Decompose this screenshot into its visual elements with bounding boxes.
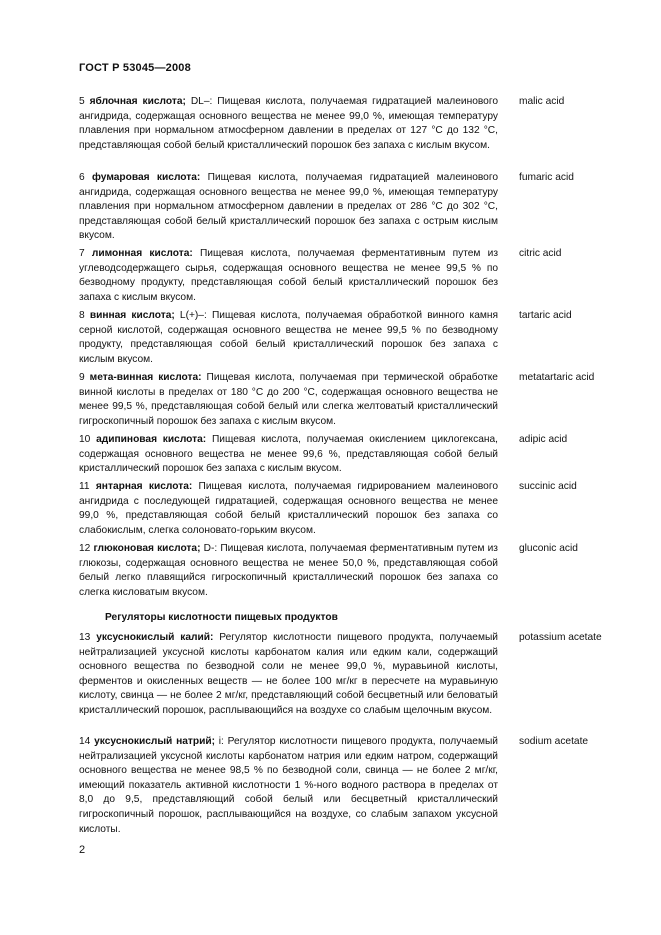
english-equivalent: tartaric acid [519,310,572,321]
term: фумаровая кислота: [92,172,201,183]
term: уксуснокислый натрий; [94,736,216,747]
definition-entry [79,542,595,600]
english-equivalent: gluconic acid [519,543,578,554]
term: адипиновая кислота: [96,434,207,445]
term: лимонная кислота: [91,248,193,259]
definition-entry [79,631,602,719]
definition-text: 12 глюконовая кислота; D-: Пищевая кислота, получаемая ферментативным путем из глюкозы, содержащая основного вещества не менее 50,0 %, представляющая собой белый легко плавящийся гигроскопичный кристаллический порошок без запаха со слегка кисловатым вкусом. [79,543,498,598]
definition-text: 8 винная кислота; L(+)–: Пищевая кислота, получаемая обработкой винного камня серной кислотой, содержащая основного вещества не менее 99,5 % по безводному продукту, представляющая собой белый кристаллический порошок без запаха с кислым вкусом. [79,310,499,365]
definition-entry [79,95,595,153]
term: янтарная кислота: [95,481,193,492]
definition-text: 11 янтарная кислота: Пищевая кислота, получаемая гидрированием малеинового ангидрида с последующей гидратацией, содержащая основного вещества не менее 99,0 %, представляющая собой белый кристаллический порошок без запаха со слабокислым, слегка солоновато-горьким вкусом. [79,481,498,536]
definition-text: 9 мета-винная кислота: Пищевая кислота, получаемая при термической обработке винной кислоты в пределах от 180 °С до 200 °С, содержащая основного вещества не менее 99,5 %, представляющая собой белый или слегка желтоватый кристаллический гигроскопичный порошок без запаха с кислым вкусом. [79,372,498,427]
definition-entry [79,371,595,429]
english-equivalent: succinic acid [519,481,577,492]
definition-text: 10 адипиновая кислота: Пищевая кислота, получаемая окислением циклогексана, содержащая основного вещества не менее 99,6 %, представляющая собой белый кристаллический порошок без запаха с кислым вкусом. [79,434,498,475]
term: яблочная кислота; [89,96,186,107]
definition-text: 14 уксуснокислый натрий; i: Регулятор кислотности пищевого продукта, получаемый нейтрализацией уксусной кислоты карбонатом натрия или едким натром, содержащий основного вещества не менее 98,5 % по безводной соли, свинца — не более 2 мг/кг, имеющий показатель активной кислотности 1 %-ного водного раствора в пределах от 8,0 до 9,5, представляющий собой белый или бесцветный кристаллический гигроскопичный порошок, расплывающийся на воздухе, со слабым запахом уксусной кислоты. [79,736,498,835]
english-equivalent: potassium acetate [519,632,602,643]
definition-entry [79,480,595,538]
definition-entry [79,247,595,305]
term: мета-винная кислота: [89,372,202,383]
english-equivalent: adipic acid [519,434,568,445]
term: уксуснокислый калий: [96,632,214,643]
english-equivalent: fumaric acid [519,172,574,183]
definition-entry [79,171,595,244]
english-equivalent: sodium acetate [519,736,589,747]
definition-entry [79,735,595,837]
term: глюконовая кислота; [93,543,201,554]
english-equivalent: malic acid [519,96,565,107]
english-equivalent: metatartaric acid [519,372,595,383]
definition-text: 6 фумаровая кислота: Пищевая кислота, получаемая гидратацией малеинового ангидрида, содержащая основного вещества не менее 99,0 %, имеющая температуру плавления при нормальном атмосферном давлении в пределах от 286 °С до 302 °С, представляющая собой белый кристаллический порошок без запаха с острым кислым вкусом. [79,172,498,242]
term: винная кислота; [89,310,175,321]
definition-entry [79,309,595,367]
document-header: ГОСТ Р 53045—2008 [79,62,191,74]
english-equivalent: citric acid [519,248,562,259]
definition-entry [79,433,595,477]
section-title: Регуляторы кислотности пищевых продуктов [105,612,338,623]
definition-text: 7 лимонная кислота: Пищевая кислота, получаемая ферментативным путем из углеводсодержащего сырья, содержащая основного вещества не менее 99,5 % по безводному продукту, представляющая собой белый кристаллический порошок без запаха с кислым вкусом. [79,248,498,303]
page-number: 2 [79,844,86,856]
definition-text: 5 яблочная кислота; DL–: Пищевая кислота, получаемая гидратацией малеинового ангидрида, содержащая основного вещества не менее 99,0 %, имеющая температуру плавления при нормальном атмосферном давлении в пределах от 127 °С до 132 °С, представляющая собой белый кристаллический порошок без запаха с кислым вкусом. [79,96,498,151]
definition-text: 13 уксуснокислый калий: Регулятор кислотности пищевого продукта, получаемый нейтрализацией уксусной кислоты карбонатом калия или едким кали, содержащий основного вещества по безводной соли не менее 99,0 %, муравьиной кислоты, ферментов и окисленных веществ — не более 100 мг/кг в пересчете на муравьиную кислоту, свинца — не более 2 мг/кг, представляющий собой бесцветный или беловатый кристаллический порошок, расплывающийся на воздухе со слабым щелочным вкусом. [79,632,498,716]
